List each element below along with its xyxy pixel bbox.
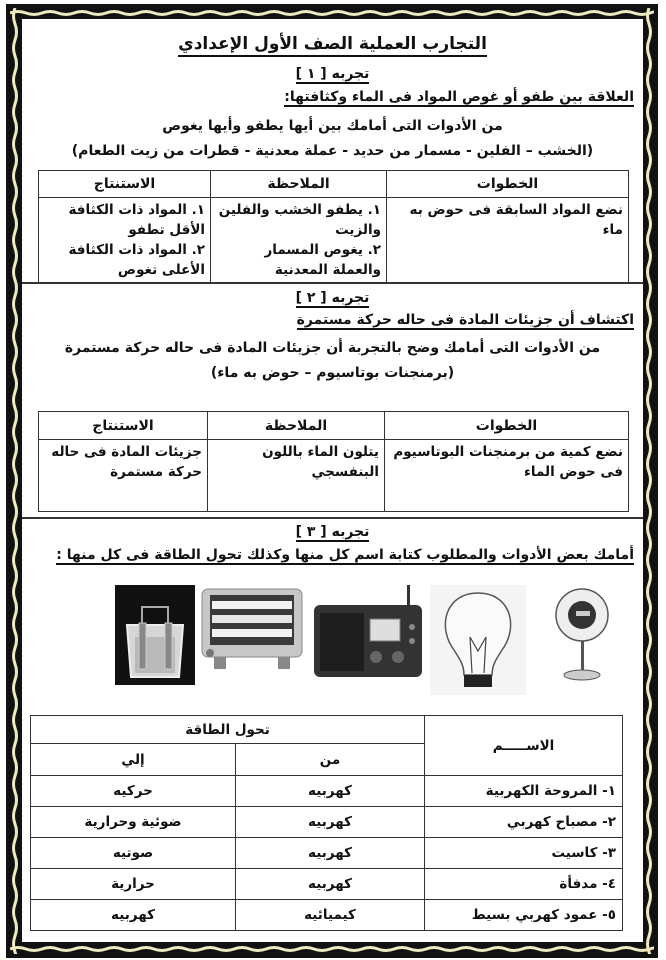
electric-fan-image xyxy=(552,585,612,685)
observation-cell xyxy=(211,198,387,283)
table-row xyxy=(31,869,623,900)
simple-electric-cell-image xyxy=(115,585,195,685)
experiment2-instruction: من الأدوات التى أمامك وضح بالتجربة أن جزيئات المادة فى حاله حركة مستمرة xyxy=(64,340,601,356)
energy-conversion-table xyxy=(30,715,623,931)
header-observation: الملاحظة xyxy=(211,171,387,198)
header-from: من xyxy=(236,744,425,776)
device-name: ٣- كاسيت xyxy=(425,838,623,869)
energy-from: كهربيه xyxy=(236,838,425,869)
experiment1-label xyxy=(20,66,645,82)
light-bulb-image xyxy=(430,585,526,695)
energy-to: ضوئية وحرارية xyxy=(31,807,236,838)
experiment1-heading-text: العلاقة بين طفو أو غوص المواد فى الماء وكثافتها: xyxy=(284,89,634,105)
header-conclusion: الاستنتاج xyxy=(39,171,211,198)
energy-from: كهربيه xyxy=(236,869,425,900)
radio-cassette-image xyxy=(312,585,424,680)
section-divider xyxy=(22,517,643,519)
experiment3-label xyxy=(20,524,645,540)
experiment2-materials: (برمنجنات بوتاسيوم – حوض به ماء) xyxy=(210,365,455,381)
experiment3-heading-text: أمامك بعض الأدوات والمطلوب كتابة اسم كل منها وكذلك تحول الطاقة فى كل منها : xyxy=(56,547,634,563)
conclusion-cell xyxy=(39,198,211,283)
header-steps: الخطوات xyxy=(385,412,629,440)
experiment3-heading xyxy=(56,547,634,563)
observation-item: ١. يطفو الخشب والفلين والزيت xyxy=(218,202,381,238)
device-name: ١- المروحة الكهربية xyxy=(425,776,623,807)
experiment2-label-text: تجربه [ ٢ ] xyxy=(295,290,370,306)
energy-from: كهربيه xyxy=(236,776,425,807)
electric-heater-image xyxy=(200,585,304,673)
device-name: ٢- مصباح كهربي xyxy=(425,807,623,838)
header-observation: الملاحظة xyxy=(208,412,385,440)
experiment1-materials: (الخشب – الفلين - مسمار من حديد - عملة معدنية - قطرات من زيت الطعام) xyxy=(71,143,594,159)
steps-cell: نضع المواد السابقة فى حوض به ماء xyxy=(387,198,629,283)
experiment2-heading xyxy=(297,312,634,328)
experiment1-label-text: تجربه [ ١ ] xyxy=(295,66,370,82)
page-title-text: التجارب العملية الصف الأول الإعدادي xyxy=(178,34,487,57)
energy-from: كهربيه xyxy=(236,807,425,838)
table-row xyxy=(31,807,623,838)
energy-to: حرارية xyxy=(31,869,236,900)
experiment1-heading xyxy=(284,89,634,105)
steps-cell: نضع كمية من برمنجنات البوتاسيوم فى حوض الماء xyxy=(385,440,629,512)
device-name: ٥- عمود كهربي بسيط xyxy=(425,900,623,931)
experiment2-table xyxy=(38,411,629,512)
experiment2-heading-text: اكتشاف أن جزيئات المادة فى حاله حركة مستمرة xyxy=(296,312,634,328)
table-row xyxy=(31,900,623,931)
header-name: الاســـــم xyxy=(425,716,623,776)
conclusion-item: ٢. المواد ذات الكثافة الأعلى تغوص xyxy=(68,242,205,278)
conclusion-cell: جزيئات المادة فى حاله حركة مستمرة xyxy=(39,440,208,512)
device-name: ٤- مدفأة xyxy=(425,869,623,900)
experiment1-instruction: من الأدوات التى أمامك بين أيها يطفو وأيها يغوص xyxy=(162,118,503,134)
experiment3-label-text: تجربه [ ٣ ] xyxy=(295,524,370,540)
conclusion-item: ١. المواد ذات الكثافة الأقل تطفو xyxy=(68,202,205,238)
page-title xyxy=(20,34,645,54)
observation-cell: يتلون الماء باللون البنفسجي xyxy=(208,440,385,512)
section-divider xyxy=(22,282,643,284)
table-row xyxy=(31,776,623,807)
header-conclusion: الاستنتاج xyxy=(39,412,208,440)
energy-to: صوتيه xyxy=(31,838,236,869)
experiment1-table xyxy=(38,170,629,283)
energy-to: حركيه xyxy=(31,776,236,807)
energy-from: كيميائيه xyxy=(236,900,425,931)
observation-item: ٢. يغوص المسمار والعملة المعدنية xyxy=(264,242,381,278)
header-steps: الخطوات xyxy=(387,171,629,198)
header-energy-conversion: تحول الطاقة xyxy=(31,716,425,744)
table-row xyxy=(31,838,623,869)
experiment2-label xyxy=(20,290,645,306)
header-to: إلي xyxy=(31,744,236,776)
energy-to: كهربيه xyxy=(31,900,236,931)
